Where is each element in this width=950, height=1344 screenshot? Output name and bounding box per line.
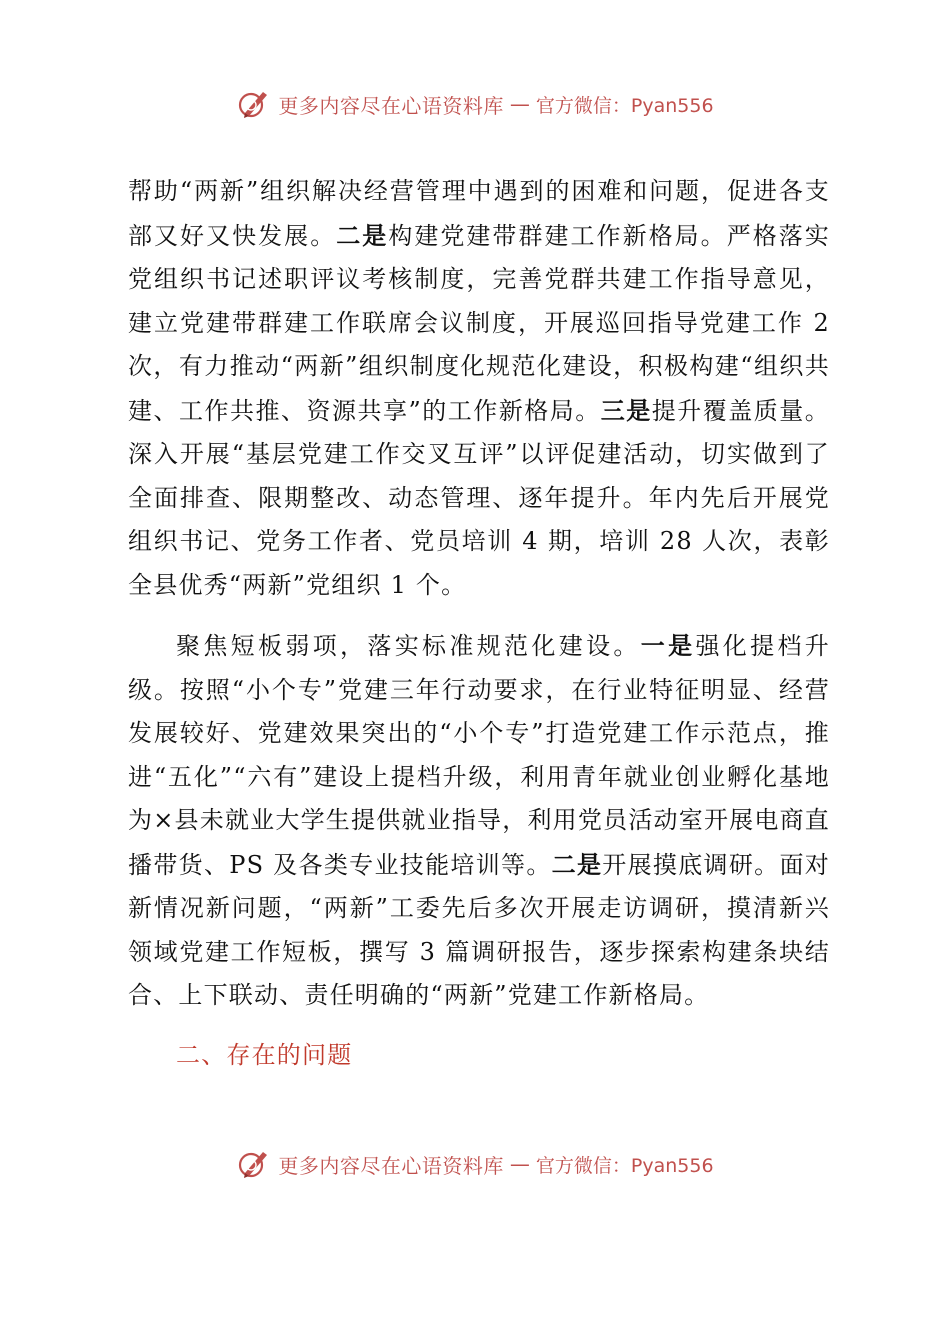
banner-brand-text: 更多内容尽在心语资料库 (278, 93, 504, 118)
bold-marker: 三是 (600, 395, 652, 425)
paragraph-text: 强化提档升级。按照“小个专”党建三年行动要求，在行业特征明显、经营发展较好、党建效果突出的“小个专”打造党建工作示范点，推进“五化”“六有”建设上提档升级，利用青年就业创业孵化基地为×县未就业大学生提供就业指导，利用党员活动室开展电商直播带货、PS 及各类专业技能培训等。 (128, 632, 831, 879)
pen-logo-icon (236, 86, 272, 122)
header-banner (0, 84, 950, 124)
paragraph-text: 帮助“两新”组织解决经营管理中遇到的困难和问题，促进各支部又好又快发展。 (128, 177, 830, 250)
pen-logo-icon (236, 1146, 272, 1182)
section-heading: 二、存在的问题 (176, 1040, 353, 1069)
footer-banner (0, 1144, 950, 1184)
bold-marker: 二是 (336, 220, 389, 250)
paragraph-text: 构建党建带群建工作新格局。严格落实党组织书记述职评议考核制度，完善党群共建工作指导意见，建立党建带群建工作联席会议制度，开展巡回指导党建工作 2 次，有力推动“两新”组织制度化规范化建设，积极构建“组织共建、工作共推、资源共享”的工作新格局。 (128, 221, 830, 425)
document-body (128, 170, 830, 1077)
bold-marker: 二是 (551, 849, 603, 879)
paragraph-1 (128, 170, 830, 607)
banner-separator: — (509, 1152, 530, 1176)
banner-contact-text: 官方微信：Pyan556 (535, 1154, 714, 1177)
banner-brand-text: 更多内容尽在心语资料库 (278, 1153, 504, 1178)
bold-marker: 一是 (640, 631, 696, 660)
paragraph-text: 聚焦短板弱项，落实标准规范化建设。 (176, 632, 641, 660)
banner-separator: — (509, 92, 530, 116)
banner-contact-text: 官方微信：Pyan556 (535, 94, 714, 117)
paragraph-text: 提升覆盖质量。深入开展“基层党建工作交叉互评”以评促建活动，切实做到了全面排查、限期整改、动态管理、逐年提升。年内先后开展党组织书记、党务工作者、党员培训 4 期，培训 28 人次，表彰全县优秀“两新”党组织 1 个。 (128, 396, 830, 599)
paragraph-2 (128, 624, 830, 1018)
paragraph-text: 开展摸底调研。面对新情况新问题，“两新”工委先后多次开展走访调研，摸清新兴领域党建工作短板，撰写 3 篇调研报告，逐步探索构建条块结合、上下联动、责任明确的“两新”党建工作新格局。 (128, 850, 830, 1009)
